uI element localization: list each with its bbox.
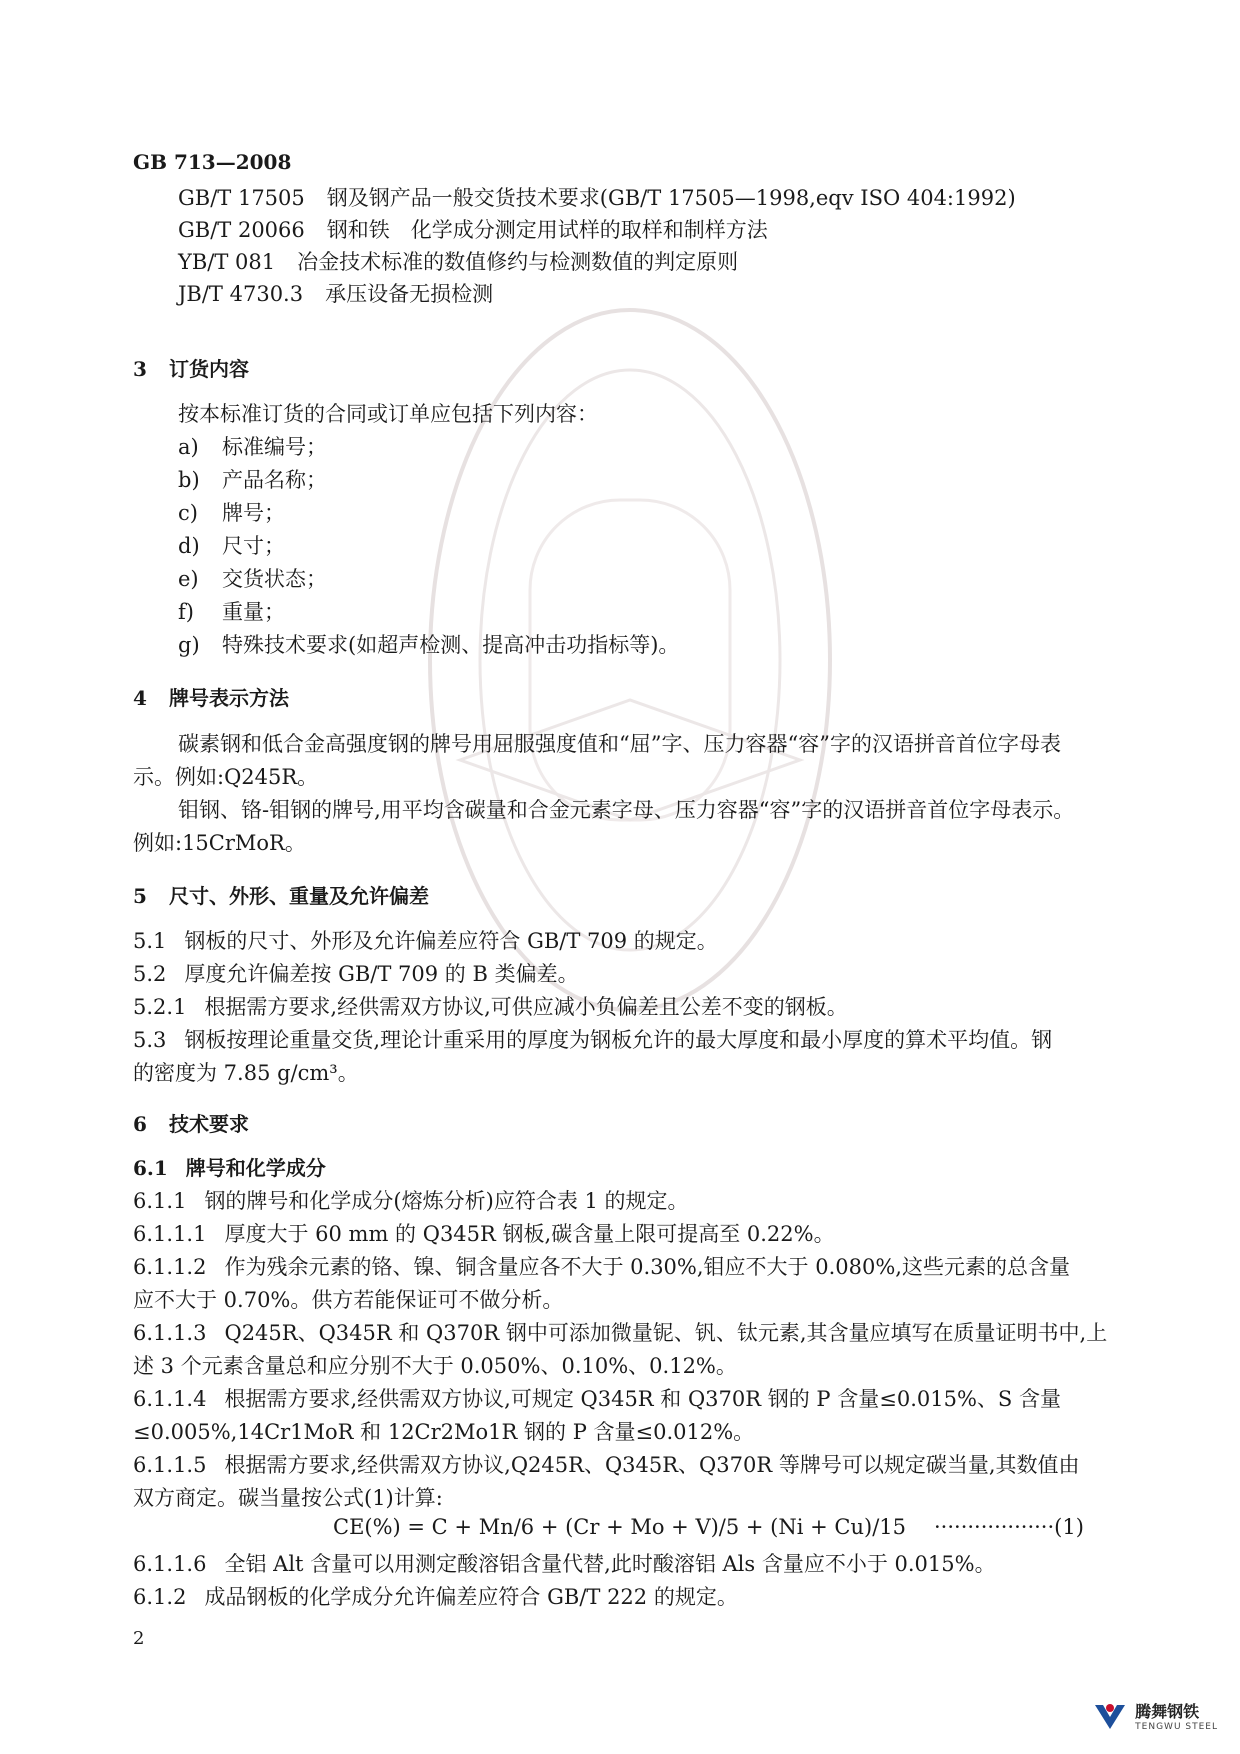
clause: 6.1.1.1 厚度大于 60 mm 的 Q345R 钢板,碳含量上限可提高至 0.22%。 xyxy=(133,1222,835,1246)
clause: 6.1.1.4 根据需方要求,经供需双方协议,可规定 Q345R 和 Q370R 钢的 P 含量≤0.015%、S 含量 xyxy=(133,1387,1061,1411)
paragraph-cont: 示。例如:Q245R。 xyxy=(133,765,319,789)
clause: 5.2.1 根据需方要求,经供需双方协议,可供应减小负偏差且公差不变的钢板。 xyxy=(133,995,848,1019)
logo-cn: 腾舞钢铁 xyxy=(1135,1702,1200,1721)
clause: 6.1.1.5 根据需方要求,经供需双方协议,Q245R、Q345R、Q370R 等牌号可以规定碳当量,其数值由 xyxy=(133,1453,1080,1477)
paragraph: 钼钢、铬-钼钢的牌号,用平均含碳量和合金元素字母、压力容器“容”字的汉语拼音首位字母表示。 xyxy=(178,798,1075,822)
company-logo xyxy=(1093,1699,1218,1732)
clause: 6.1.2 成品钢板的化学成分允许偏差应符合 GB/T 222 的规定。 xyxy=(133,1585,738,1609)
ref-item: JB/T 4730.3 承压设备无损检测 xyxy=(178,282,494,306)
list-item: a) 标准编号； xyxy=(178,435,327,459)
section-heading: 4 牌号表示方法 xyxy=(133,686,289,710)
clause-cont: 述 3 个元素含量总和应分别不大于 0.050%、0.10%、0.12%。 xyxy=(133,1354,737,1378)
section-heading: 6 技术要求 xyxy=(133,1112,249,1136)
clause-cont: 应不大于 0.70%。供方若能保证可不做分析。 xyxy=(133,1288,564,1312)
list-item: c) 牌号； xyxy=(178,501,285,525)
logo-en: TENGWU STEEL xyxy=(1135,1722,1218,1732)
clause: 6.1.1 钢的牌号和化学成分(熔炼分析)应符合表 1 的规定。 xyxy=(133,1189,689,1213)
standard-header: GB 713—2008 xyxy=(133,150,292,174)
subsection-heading: 6.1 牌号和化学成分 xyxy=(133,1156,326,1180)
page-number: 2 xyxy=(133,1628,145,1649)
list-item: d) 尺寸； xyxy=(178,534,285,558)
clause: 5.3 钢板按理论重量交货,理论计重采用的厚度为钢板允许的最大厚度和最小厚度的算术平均值。钢 xyxy=(133,1028,1053,1052)
ref-item: GB/T 17505 钢及钢产品一般交货技术要求(GB/T 17505—1998,eqv ISO 404:1992) xyxy=(178,186,1016,210)
ref-item: GB/T 20066 钢和铁 化学成分测定用试样的取样和制样方法 xyxy=(178,218,768,242)
logo-icon xyxy=(1093,1701,1127,1731)
clause: 6.1.1.3 Q245R、Q345R 和 Q370R 钢中可添加微量铌、钒、钛元素,其含量应填写在质量证明书中,上 xyxy=(133,1321,1108,1345)
intro-text: 按本标准订货的合同或订单应包括下列内容： xyxy=(178,402,598,426)
clause: 6.1.1.2 作为残余元素的铬、镍、铜含量应各不大于 0.30%,钼应不大于 0.080%,这些元素的总含量 xyxy=(133,1255,1070,1279)
clause: 5.2 厚度允许偏差按 GB/T 709 的 B 类偏差。 xyxy=(133,962,579,986)
clause: 6.1.1.6 全铝 Alt 含量可以用测定酸溶铝含量代替,此时酸溶铝 Als 含量应不小于 0.015%。 xyxy=(133,1552,996,1576)
paragraph: 碳素钢和低合金高强度钢的牌号用屈服强度值和“屈”字、压力容器“容”字的汉语拼音首位字母表 xyxy=(178,732,1061,756)
ref-item: YB/T 081 冶金技术标准的数值修约与检测数值的判定原则 xyxy=(178,250,739,274)
formula: CE(%) = C + Mn/6 + (Cr + Mo + V)/5 + (Ni + Cu)/15 ··················(1) xyxy=(333,1515,1084,1539)
clause-cont: 的密度为 7.85 g/cm³。 xyxy=(133,1061,359,1085)
clause: 5.1 钢板的尺寸、外形及允许偏差应符合 GB/T 709 的规定。 xyxy=(133,929,718,953)
list-item: e) 交货状态； xyxy=(178,567,327,591)
clause-cont: 双方商定。碳当量按公式(1)计算: xyxy=(133,1486,443,1510)
section-heading: 5 尺寸、外形、重量及允许偏差 xyxy=(133,884,429,908)
list-item: b) 产品名称； xyxy=(178,468,327,492)
clause-cont: ≤0.005%,14Cr1MoR 和 12Cr2Mo1R 钢的 P 含量≤0.012%。 xyxy=(133,1420,755,1444)
paragraph-cont: 例如:15CrMoR。 xyxy=(133,831,306,855)
list-item: f) 重量； xyxy=(178,600,285,624)
list-item: g) 特殊技术要求(如超声检测、提高冲击功指标等)。 xyxy=(178,633,680,657)
section-heading: 3 订货内容 xyxy=(133,357,249,381)
